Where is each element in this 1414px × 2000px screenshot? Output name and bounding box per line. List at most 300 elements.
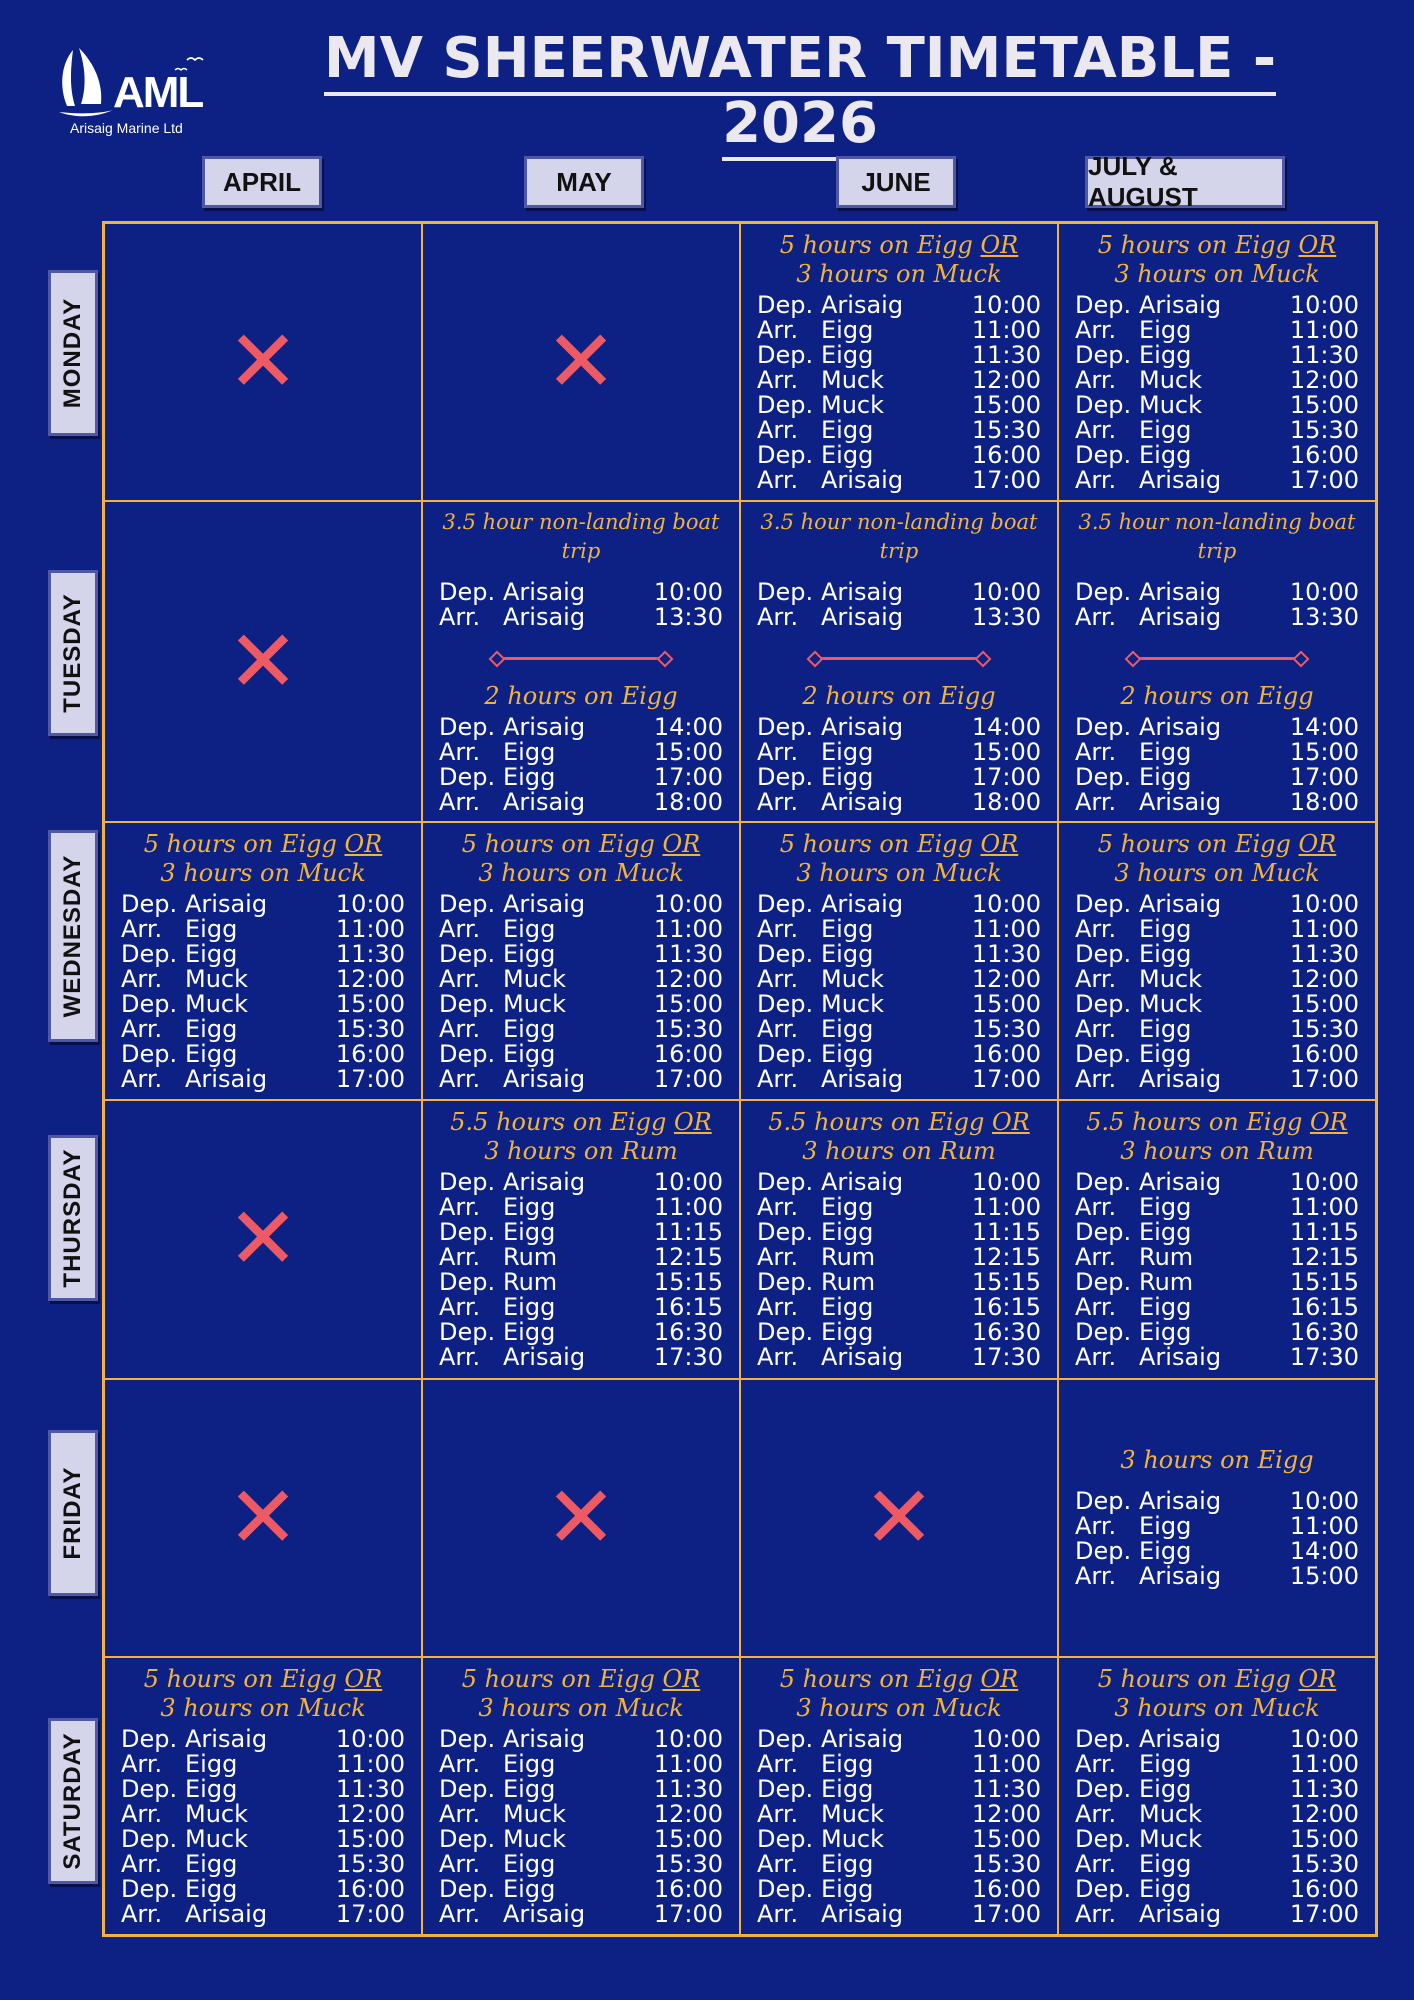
- schedule-row: [757, 1042, 1041, 1067]
- trip-heading-line: 3 hours on Rum: [484, 1137, 678, 1166]
- schedule-type: Dep.: [757, 713, 814, 742]
- schedule-place: Eigg: [1139, 316, 1192, 345]
- trip-heading: [450, 1108, 711, 1166]
- month-header-may: MAY: [524, 156, 644, 208]
- schedule-type: Arr.: [439, 1065, 481, 1094]
- schedule-place: Muck: [1139, 990, 1203, 1019]
- schedule-type: Dep.: [757, 391, 814, 420]
- schedule-type: Dep.: [757, 890, 814, 919]
- trip-heading-text: 5 hours on Eigg: [143, 1664, 345, 1693]
- schedule-time: 11:00: [1289, 1512, 1359, 1541]
- schedule-place: Eigg: [1139, 763, 1192, 792]
- schedule-row: [757, 1877, 1041, 1902]
- schedule-place: Eigg: [1139, 1512, 1192, 1541]
- schedule-row: [757, 1295, 1041, 1320]
- schedule-row: [1075, 1345, 1359, 1370]
- cell-tuesday-april: [104, 501, 422, 822]
- schedule-time: 18:00: [971, 788, 1041, 817]
- schedule-place: Arisaig: [185, 1065, 268, 1094]
- trip-heading: 2 hours on Eigg: [484, 682, 678, 711]
- schedule-time: 16:15: [971, 1293, 1041, 1322]
- schedule-time: 10:00: [335, 890, 405, 919]
- schedule-row: [757, 468, 1041, 493]
- schedule-type: Dep.: [757, 1824, 814, 1853]
- schedule-time: 11:00: [971, 1749, 1041, 1778]
- schedule-time: 10:00: [971, 578, 1041, 607]
- schedule-time: 17:30: [653, 1343, 723, 1372]
- schedule-time: 11:30: [653, 1774, 723, 1803]
- schedule-type: Arr.: [439, 1343, 481, 1372]
- schedule-place: Muck: [821, 990, 885, 1019]
- divider-line: [497, 657, 665, 660]
- schedule-row: [1075, 580, 1359, 605]
- schedule-place: Arisaig: [503, 1899, 586, 1928]
- schedule-time: 11:00: [335, 1749, 405, 1778]
- schedule-type: Arr.: [439, 1899, 481, 1928]
- schedule-type: Dep.: [121, 1724, 178, 1753]
- trip-heading: [780, 231, 1019, 289]
- schedule-row: [1075, 1295, 1359, 1320]
- schedule-time: 10:00: [653, 1168, 723, 1197]
- schedule-type: Arr.: [1075, 1015, 1117, 1044]
- cell-wednesday-may: [422, 822, 740, 1100]
- schedule-row: [121, 1902, 405, 1927]
- schedule-place: Rum: [821, 1243, 876, 1272]
- schedule-type: Dep.: [439, 763, 496, 792]
- schedule-place: Arisaig: [821, 1343, 904, 1372]
- schedule-place: Arisaig: [1139, 578, 1222, 607]
- schedule-place: Eigg: [821, 1293, 874, 1322]
- schedule-row: [1075, 605, 1359, 630]
- no-sailing-icon: ✕: [226, 312, 300, 413]
- day-label-text: FRIDAY: [59, 1466, 86, 1560]
- schedule-place: Eigg: [185, 940, 238, 969]
- schedule-time: 11:30: [971, 940, 1041, 969]
- schedule-type: Arr.: [121, 1799, 163, 1828]
- schedule-place: Eigg: [821, 1040, 874, 1069]
- schedule-type: Arr.: [1075, 788, 1117, 817]
- schedule-place: Eigg: [1139, 1293, 1192, 1322]
- schedule-time: 17:00: [653, 763, 723, 792]
- schedule-time: 16:00: [335, 1874, 405, 1903]
- cell-saturday-june: [740, 1657, 1058, 1935]
- schedule-place: Muck: [1139, 391, 1203, 420]
- schedule-row: [439, 765, 723, 790]
- no-sailing-icon: ✕: [544, 312, 618, 413]
- schedule-place: Muck: [1139, 366, 1203, 395]
- timetable-grid: [102, 221, 1378, 1937]
- schedule-time: 14:00: [653, 713, 723, 742]
- schedule-type: Arr.: [439, 1243, 481, 1272]
- trip-heading-line: [1098, 231, 1337, 260]
- schedule-time: 17:00: [653, 1065, 723, 1094]
- schedule-type: Arr.: [1075, 416, 1117, 445]
- schedule-table: [1075, 892, 1359, 1092]
- schedule-row: [439, 1852, 723, 1877]
- schedule-table: [757, 1170, 1041, 1370]
- logo-subtitle: Arisaig Marine Ltd: [70, 120, 183, 136]
- trip-heading: [768, 1108, 1029, 1166]
- schedule-row: [1075, 992, 1359, 1017]
- schedule-row: [1075, 1564, 1359, 1589]
- schedule-place: Eigg: [821, 1849, 874, 1878]
- trip-heading: [462, 1665, 701, 1723]
- schedule-time: 10:00: [1289, 578, 1359, 607]
- schedule-row: [1075, 740, 1359, 765]
- trip-heading: 2 hours on Eigg: [1120, 682, 1314, 711]
- schedule-row: [1075, 715, 1359, 740]
- schedule-place: Eigg: [821, 1015, 874, 1044]
- schedule-time: 15:00: [1289, 1824, 1359, 1853]
- trip-heading-or: OR: [991, 1108, 1030, 1137]
- schedule-row: [1075, 343, 1359, 368]
- schedule-type: Dep.: [439, 578, 496, 607]
- schedule-time: 17:00: [971, 1065, 1041, 1094]
- schedule-row: [757, 1067, 1041, 1092]
- schedule-table: [439, 1724, 723, 1928]
- cell-tuesday-july-august: [1058, 501, 1376, 822]
- day-label-thursday: [48, 1135, 98, 1301]
- schedule-place: Rum: [1139, 1268, 1194, 1297]
- schedule-time: 10:00: [335, 1724, 405, 1753]
- schedule-table: [439, 580, 723, 630]
- schedule-place: Arisaig: [821, 1168, 904, 1197]
- schedule-place: Eigg: [1139, 1318, 1192, 1347]
- trip-heading-line: 3 hours on Muck: [1114, 260, 1320, 289]
- schedule-time: 10:00: [1289, 890, 1359, 919]
- schedule-type: Arr.: [121, 965, 163, 994]
- schedule-time: 17:00: [1289, 466, 1359, 495]
- schedule-type: Arr.: [439, 738, 481, 767]
- schedule-row: [1075, 1514, 1359, 1539]
- schedule-row: [757, 892, 1041, 917]
- schedule-place: Eigg: [185, 1015, 238, 1044]
- divider-diamond-icon: [975, 651, 992, 668]
- schedule-time: 10:00: [1289, 291, 1359, 320]
- schedule-row: [439, 1295, 723, 1320]
- schedule-type: Dep.: [1075, 1040, 1132, 1069]
- schedule-row: [757, 1802, 1041, 1827]
- schedule-row: [1075, 1220, 1359, 1245]
- schedule-type: Dep.: [1075, 441, 1132, 470]
- trip-heading-text: 5 hours on Eigg: [1097, 231, 1299, 260]
- schedule-row: [1075, 765, 1359, 790]
- trip-heading-line: 3 hours on Rum: [1120, 1137, 1314, 1166]
- schedule-type: Arr.: [757, 1015, 799, 1044]
- divider-diamond-icon: [657, 651, 674, 668]
- schedule-place: Eigg: [821, 316, 874, 345]
- schedule-place: Arisaig: [821, 1065, 904, 1094]
- schedule-place: Muck: [821, 366, 885, 395]
- section-divider: [1127, 652, 1307, 664]
- schedule-type: Arr.: [757, 466, 799, 495]
- schedule-place: Eigg: [503, 1318, 556, 1347]
- schedule-place: Arisaig: [1139, 1724, 1222, 1753]
- schedule-row: [439, 892, 723, 917]
- schedule-type: Arr.: [1075, 603, 1117, 632]
- schedule-table: [1075, 293, 1359, 493]
- trip-heading: [462, 830, 701, 888]
- schedule-type: Dep.: [1075, 990, 1132, 1019]
- schedule-row: [439, 1195, 723, 1220]
- trip-heading-line: [1098, 830, 1337, 859]
- schedule-place: Eigg: [1139, 1849, 1192, 1878]
- schedule-time: 15:30: [1289, 1015, 1359, 1044]
- schedule-type: Dep.: [1075, 713, 1132, 742]
- schedule-row: [1075, 1270, 1359, 1295]
- schedule-type: Arr.: [439, 1749, 481, 1778]
- trip-heading-line: [768, 1108, 1029, 1137]
- schedule-row: [439, 1877, 723, 1902]
- schedule-type: Dep.: [1075, 1774, 1132, 1803]
- schedule-type: Dep.: [1075, 1218, 1132, 1247]
- trip-heading: [1086, 1108, 1347, 1166]
- schedule-type: Arr.: [1075, 965, 1117, 994]
- month-header-july-august: JULY & AUGUST: [1085, 156, 1285, 208]
- trip-heading-line: [1120, 1446, 1313, 1475]
- cell-friday-april: [104, 1379, 422, 1657]
- schedule-row: [121, 1852, 405, 1877]
- schedule-type: Dep.: [439, 1724, 496, 1753]
- section-divider: [809, 652, 989, 664]
- schedule-place: Rum: [503, 1268, 558, 1297]
- schedule-time: 17:00: [971, 763, 1041, 792]
- schedule-type: Arr.: [439, 1015, 481, 1044]
- schedule-type: Dep.: [757, 1724, 814, 1753]
- schedule-time: 18:00: [1289, 788, 1359, 817]
- trip-heading-line: [462, 1665, 701, 1694]
- schedule-type: Dep.: [757, 1874, 814, 1903]
- schedule-type: Arr.: [121, 1749, 163, 1778]
- schedule-row: [121, 1727, 405, 1752]
- schedule-row: [1075, 1042, 1359, 1067]
- schedule-table: [439, 1170, 723, 1370]
- schedule-place: Arisaig: [503, 1065, 586, 1094]
- trip-heading-or: OR: [662, 830, 701, 859]
- schedule-type: Dep.: [757, 763, 814, 792]
- trip-heading-or: OR: [980, 1664, 1019, 1693]
- schedule-place: Eigg: [503, 1193, 556, 1222]
- schedule-table: [439, 715, 723, 815]
- schedule-row: [757, 790, 1041, 815]
- schedule-row: [757, 393, 1041, 418]
- schedule-place: Muck: [821, 965, 885, 994]
- cell-friday-june: [740, 1379, 1058, 1657]
- schedule-type: Dep.: [1075, 341, 1132, 370]
- schedule-time: 12:00: [335, 1799, 405, 1828]
- schedule-table: [121, 892, 405, 1092]
- schedule-place: Eigg: [1139, 441, 1192, 470]
- schedule-time: 10:00: [1289, 1724, 1359, 1753]
- schedule-type: Arr.: [757, 1243, 799, 1272]
- schedule-place: Arisaig: [821, 603, 904, 632]
- schedule-place: Eigg: [821, 1218, 874, 1247]
- schedule-time: 16:15: [653, 1293, 723, 1322]
- schedule-time: 15:30: [653, 1849, 723, 1878]
- trip-heading-text: 5 hours on Eigg: [779, 830, 981, 859]
- schedule-row: [757, 1195, 1041, 1220]
- schedule-row: [757, 1852, 1041, 1877]
- schedule-place: Arisaig: [1139, 603, 1222, 632]
- trip-heading-line: [780, 830, 1019, 859]
- divider-diamond-icon: [1125, 651, 1142, 668]
- schedule-place: Arisaig: [503, 1168, 586, 1197]
- schedule-row: [121, 942, 405, 967]
- schedule-place: Muck: [503, 965, 567, 994]
- schedule-row: [1075, 468, 1359, 493]
- schedule-type: Arr.: [757, 603, 799, 632]
- cell-monday-june: [740, 223, 1058, 501]
- schedule-place: Arisaig: [821, 466, 904, 495]
- trip-heading-text: 3 hours on Eigg: [1120, 1446, 1314, 1475]
- schedule-type: Arr.: [757, 1065, 799, 1094]
- schedule-place: Eigg: [821, 441, 874, 470]
- schedule-row: [439, 740, 723, 765]
- schedule-time: 11:30: [1289, 940, 1359, 969]
- schedule-type: Dep.: [1075, 1168, 1132, 1197]
- schedule-place: Muck: [185, 990, 249, 1019]
- trip-heading-or: OR: [1298, 231, 1337, 260]
- schedule-place: Eigg: [1139, 1015, 1192, 1044]
- schedule-type: Arr.: [757, 965, 799, 994]
- schedule-time: 12:00: [971, 1799, 1041, 1828]
- schedule-place: Eigg: [1139, 1537, 1192, 1566]
- schedule-row: [439, 1067, 723, 1092]
- trip-heading-or: OR: [1309, 1108, 1348, 1137]
- schedule-time: 16:00: [1289, 1874, 1359, 1903]
- schedule-type: Dep.: [757, 940, 814, 969]
- schedule-place: Arisaig: [1139, 890, 1222, 919]
- schedule-table: [121, 1724, 405, 1928]
- schedule-type: Arr.: [121, 1849, 163, 1878]
- schedule-place: Rum: [503, 1243, 558, 1272]
- schedule-time: 12:00: [971, 965, 1041, 994]
- trip-heading-line: [780, 1665, 1019, 1694]
- schedule-row: [121, 917, 405, 942]
- schedule-table: [1075, 1489, 1359, 1589]
- schedule-place: Muck: [503, 1824, 567, 1853]
- schedule-type: Dep.: [439, 1218, 496, 1247]
- trip-heading-line: [450, 1108, 711, 1137]
- schedule-row: [757, 1320, 1041, 1345]
- schedule-type: Dep.: [1075, 1874, 1132, 1903]
- schedule-time: 15:30: [971, 1015, 1041, 1044]
- schedule-time: 15:30: [971, 416, 1041, 445]
- schedule-time: 11:00: [1289, 1193, 1359, 1222]
- schedule-place: Eigg: [1139, 1040, 1192, 1069]
- trip-heading: [1098, 231, 1337, 289]
- schedule-time: 11:00: [971, 915, 1041, 944]
- cell-thursday-may: [422, 1100, 740, 1378]
- schedule-row: [1075, 318, 1359, 343]
- trip-heading-line: [1098, 1665, 1337, 1694]
- day-label-tuesday: [48, 570, 98, 736]
- schedule-type: Dep.: [757, 1218, 814, 1247]
- schedule-type: Dep.: [121, 1774, 178, 1803]
- schedule-place: Arisaig: [503, 890, 586, 919]
- schedule-time: 17:00: [1289, 763, 1359, 792]
- schedule-place: Eigg: [503, 1015, 556, 1044]
- schedule-type: Dep.: [1075, 578, 1132, 607]
- schedule-place: Eigg: [821, 416, 874, 445]
- schedule-time: 11:00: [1289, 316, 1359, 345]
- schedule-time: 15:00: [1289, 391, 1359, 420]
- schedule-place: Arisaig: [503, 603, 586, 632]
- schedule-table: [757, 892, 1041, 1092]
- schedule-row: [439, 1042, 723, 1067]
- schedule-type: Arr.: [121, 1065, 163, 1094]
- schedule-type: Arr.: [757, 1343, 799, 1372]
- schedule-row: [1075, 1170, 1359, 1195]
- schedule-time: 11:00: [335, 915, 405, 944]
- schedule-row: [1075, 967, 1359, 992]
- schedule-time: 12:15: [653, 1243, 723, 1272]
- schedule-place: Arisaig: [1139, 1343, 1222, 1372]
- trip-heading-line: [144, 830, 383, 859]
- schedule-type: Arr.: [757, 366, 799, 395]
- schedule-time: 11:30: [971, 341, 1041, 370]
- no-sailing-icon: ✕: [226, 611, 300, 712]
- schedule-place: Arisaig: [503, 788, 586, 817]
- schedule-row: [439, 1170, 723, 1195]
- schedule-place: Arisaig: [1139, 466, 1222, 495]
- cell-tuesday-may: [422, 501, 740, 822]
- schedule-row: [757, 1220, 1041, 1245]
- schedule-time: 15:00: [971, 738, 1041, 767]
- schedule-time: 12:15: [1289, 1243, 1359, 1272]
- schedule-type: Dep.: [439, 1040, 496, 1069]
- schedule-time: 11:30: [1289, 1774, 1359, 1803]
- trip-heading-text: 5.5 hours on Eigg: [1086, 1108, 1310, 1137]
- schedule-place: Muck: [1139, 965, 1203, 994]
- schedule-type: Arr.: [439, 1293, 481, 1322]
- schedule-time: 11:30: [653, 940, 723, 969]
- cell-thursday-april: [104, 1100, 422, 1378]
- logo: [55, 42, 215, 142]
- schedule-type: Dep.: [757, 1318, 814, 1347]
- schedule-row: [1075, 1539, 1359, 1564]
- schedule-row: [439, 605, 723, 630]
- schedule-row: [1075, 1489, 1359, 1514]
- trip-heading: [1098, 1665, 1337, 1723]
- schedule-place: Eigg: [1139, 1774, 1192, 1803]
- schedule-type: Dep.: [121, 1874, 178, 1903]
- schedule-time: 11:30: [1289, 341, 1359, 370]
- schedule-type: Arr.: [121, 1015, 163, 1044]
- day-label-text: SATURDAY: [59, 1732, 86, 1870]
- logo-brand: AML: [113, 68, 203, 117]
- schedule-type: Arr.: [757, 1749, 799, 1778]
- schedule-type: Dep.: [757, 291, 814, 320]
- schedule-place: Eigg: [1139, 1193, 1192, 1222]
- schedule-time: 12:00: [653, 1799, 723, 1828]
- schedule-row: [439, 967, 723, 992]
- schedule-place: Arisaig: [503, 1724, 586, 1753]
- schedule-type: Dep.: [439, 1318, 496, 1347]
- schedule-table: [1075, 580, 1359, 630]
- trip-heading-line: 3 hours on Muck: [160, 1693, 366, 1722]
- schedule-type: Dep.: [121, 1040, 178, 1069]
- trip-heading-line: [144, 1665, 383, 1694]
- schedule-row: [757, 765, 1041, 790]
- cell-tuesday-june: [740, 501, 1058, 822]
- schedule-time: 16:30: [1289, 1318, 1359, 1347]
- schedule-place: Eigg: [503, 1774, 556, 1803]
- schedule-type: Dep.: [1075, 1487, 1132, 1516]
- schedule-time: 15:30: [1289, 1849, 1359, 1878]
- schedule-time: 12:00: [971, 366, 1041, 395]
- trip-heading: 3.5 hour non-landing boat trip: [1078, 510, 1356, 564]
